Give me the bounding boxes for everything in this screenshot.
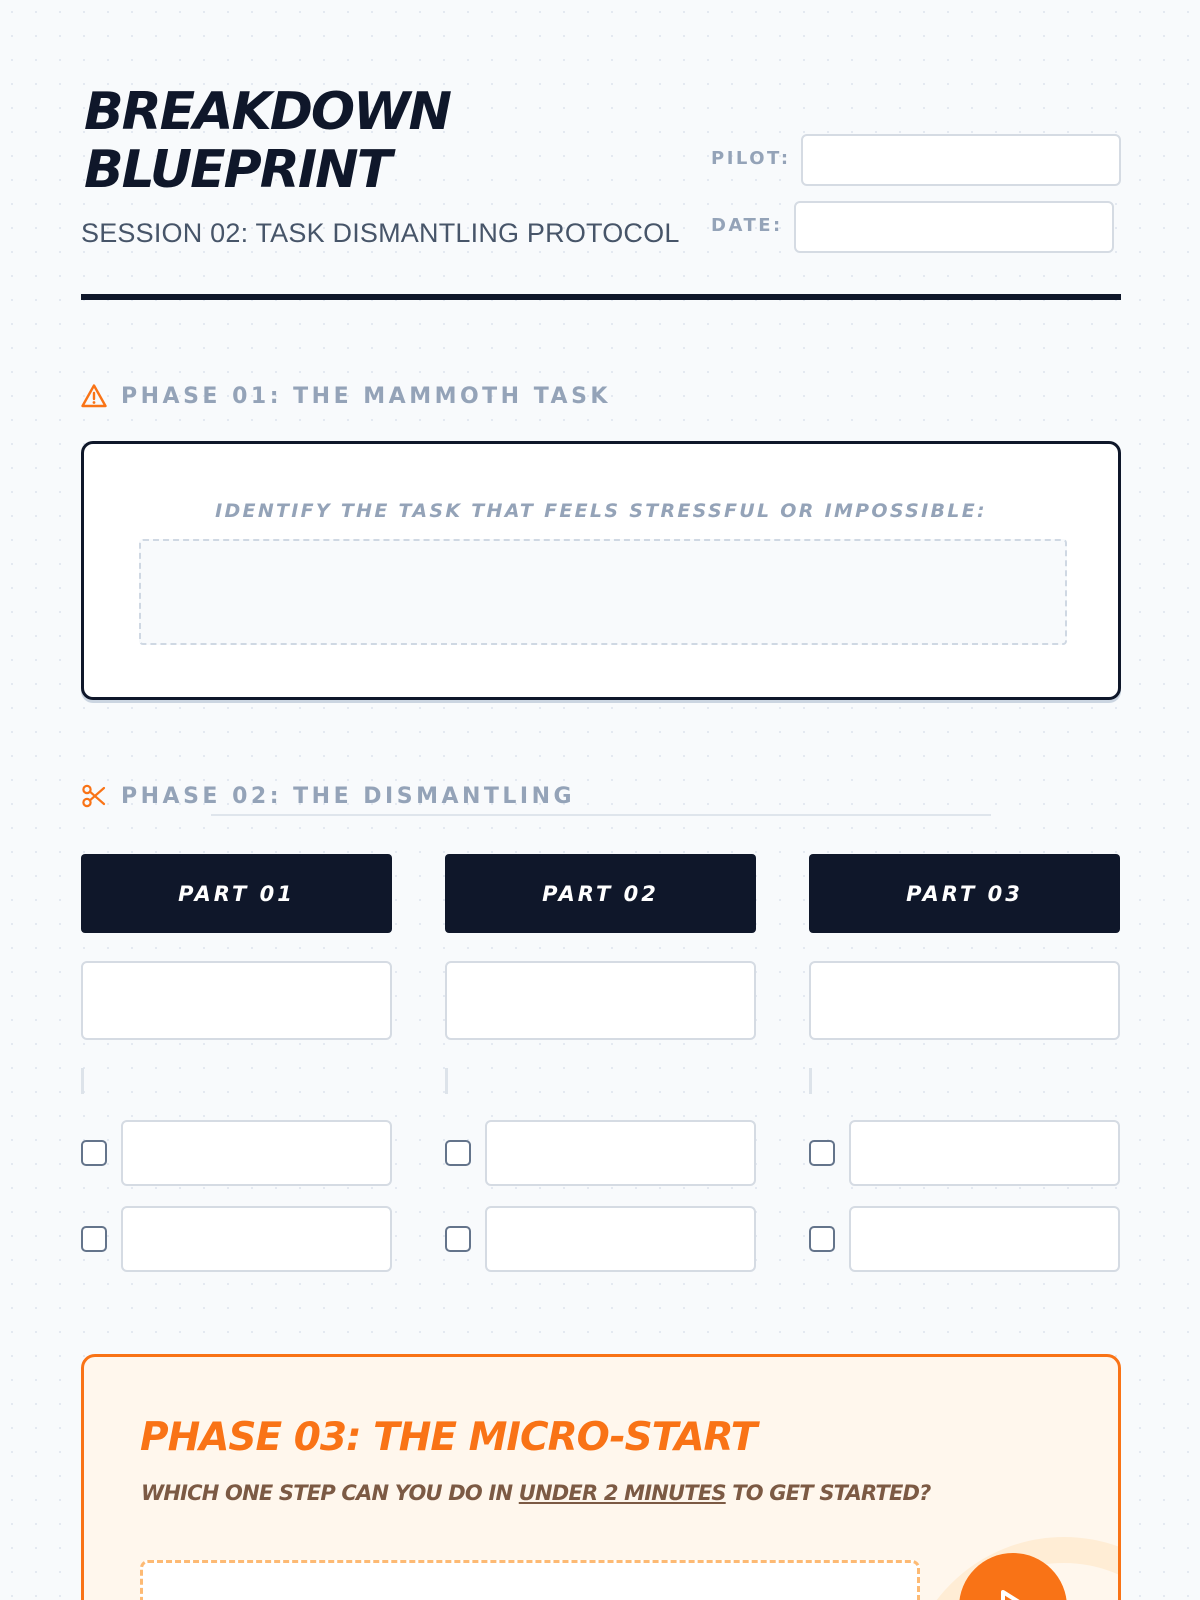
title-line-1: BREAKDOWN: [84, 82, 450, 142]
mammoth-task-card: [81, 441, 1121, 700]
question-text-end: TO GET STARTED?: [725, 1481, 931, 1505]
part-header: PART 02: [445, 854, 756, 933]
micro-start-input[interactable]: [140, 1560, 920, 1600]
mammoth-task-prompt: IDENTIFY THE TASK THAT FEELS STRESSFUL OR IMPOSSIBLE:: [215, 500, 987, 522]
part-column: [81, 854, 392, 1272]
warning-triangle-icon: [81, 383, 107, 409]
step-checkbox[interactable]: [809, 1140, 835, 1166]
step-input[interactable]: [485, 1120, 756, 1186]
step-row: [445, 1206, 756, 1272]
step-input[interactable]: [121, 1206, 392, 1272]
step-checkbox[interactable]: [445, 1140, 471, 1166]
step-checkbox[interactable]: [81, 1140, 107, 1166]
step-row: [809, 1120, 1120, 1186]
connector-tick: [81, 1068, 84, 1094]
micro-start-question: [141, 1481, 931, 1505]
header-divider: [81, 294, 1121, 300]
step-checkbox[interactable]: [445, 1226, 471, 1252]
phase2-underline: [211, 814, 991, 816]
pilot-label: PILOT:: [711, 148, 791, 169]
part-column: [809, 854, 1120, 1272]
step-input[interactable]: [849, 1206, 1120, 1272]
phase1-heading-label: PHASE 01: THE MAMMOTH TASK: [121, 383, 611, 409]
step-row: [809, 1206, 1120, 1272]
connector-tick: [445, 1068, 448, 1094]
step-row: [445, 1120, 756, 1186]
part-header: PART 03: [809, 854, 1120, 933]
step-input[interactable]: [849, 1120, 1120, 1186]
worksheet-page: [81, 0, 1121, 1600]
part-header: PART 01: [81, 854, 392, 933]
phase1-heading: [81, 383, 611, 409]
pilot-input[interactable]: [801, 134, 1121, 186]
play-icon: [991, 1585, 1035, 1600]
page-subtitle: SESSION 02: TASK DISMANTLING PROTOCOL: [81, 218, 680, 248]
page-title: [84, 83, 450, 199]
part-column: [445, 854, 756, 1272]
part-input[interactable]: [81, 961, 392, 1040]
phase3-heading: PHASE 03: THE MICRO-START: [140, 1415, 757, 1460]
phase2-heading: [81, 783, 575, 809]
question-text-start: WHICH ONE STEP CAN YOU DO IN: [141, 1481, 519, 1505]
part-input[interactable]: [809, 961, 1120, 1040]
step-checkbox[interactable]: [81, 1226, 107, 1252]
step-row: [81, 1206, 392, 1272]
connector-tick: [809, 1068, 812, 1094]
step-checkbox[interactable]: [809, 1226, 835, 1252]
scissors-icon: [81, 783, 107, 809]
step-input[interactable]: [485, 1206, 756, 1272]
mammoth-task-input[interactable]: [139, 539, 1067, 645]
title-line-2: BLUEPRINT: [84, 140, 391, 200]
date-input[interactable]: [794, 201, 1114, 253]
step-row: [81, 1120, 392, 1186]
part-input[interactable]: [445, 961, 756, 1040]
question-emphasis: UNDER 2 MINUTES: [518, 1481, 726, 1505]
micro-start-card: [81, 1354, 1121, 1600]
step-input[interactable]: [121, 1120, 392, 1186]
phase2-heading-label: PHASE 02: THE DISMANTLING: [121, 783, 576, 809]
date-label: DATE:: [711, 215, 783, 236]
